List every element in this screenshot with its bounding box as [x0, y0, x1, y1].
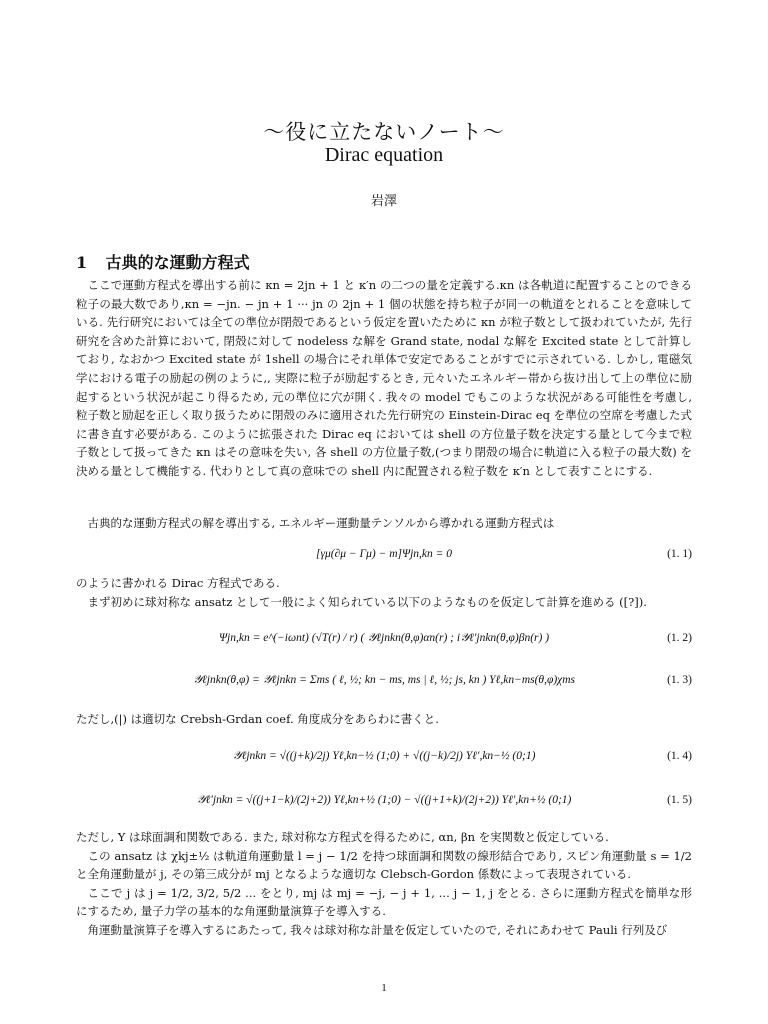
equation-label: (1. 3)	[667, 674, 692, 686]
paper-title: 〜役に立たないノート〜	[263, 120, 505, 144]
section-heading	[76, 250, 250, 273]
paragraph-equation-lead: 古典的な運動方程式の解を導出する, エネルギー運動量テンソルから導かれる運動方程式は	[87, 516, 555, 530]
paragraph-intro: ここで運動方程式を導出する前に κn = 2jn + 1 と κ′n の二つの量を定義する.κn は各軌道に配置することのできる粒子の最大数であり,κn = −jn. − jn + 1 ··· jn の 2jn + 1 個の状態を持ち粒子が同一の軌道をとれることを意味している. 先行研究においては全ての準位が閉殻であるという仮定を置いたために κn が粒子数として扱われていたが, 先行研究を含めた計算において, 閉殻に対して nodeless な解を Grand state, nodal な解を Excited state として計算しており, なおかつ Excited state が 1shell の場合にそれ単体で安定であることがすでに示されている. しかし, 電磁気学における電子の励起の例のように,, 実際に粒子が励起するとき, 元々いたエネルギー帯から抜け出して上の準位に励起するという状況が起こり得るため, 元の準位に穴が開く. 我々の model でもこのような状況がある可能性を考慮し, 粒子数と励起を正しく取り扱うために閉殻のみに適用された先行研究の Einstein-Dirac eq を準位の空席を考慮した式に書き直す必要がある. このように拡張された Dirac eq においては shell の方位量子数を決定する量として今まで粒子数として扱ってきた κn はその意味を失い, 各 shell の方位量子数,(つまり閉殻の場合に軌道に入る粒子の最大数) を決める量として機能する. 代わりとして真の意味での shell 内に配置される粒子数を κ′n として表すことにする.	[76, 278, 692, 478]
equation-1-5	[76, 794, 692, 818]
equation-label: (1. 4)	[667, 750, 692, 762]
equation-1-4	[76, 750, 692, 774]
equation-label: (1. 5)	[667, 794, 692, 806]
paragraph-harmonics	[76, 828, 692, 940]
equation-body: 𝒴ℓjnkn = √((j+k)/2j) Yℓ,kn−½ (1;0) + √((j−k)/2j) Yℓ′,kn−½ (0;1)	[232, 750, 536, 762]
paper-subtitle: Dirac equation	[324, 144, 444, 166]
equation-label: (1. 2)	[667, 632, 692, 644]
paragraph-ansatz	[76, 574, 692, 611]
equation-1-1	[76, 548, 692, 572]
equation-body: Ψjn,kn = e^(−iωnt) (√T(r) / r) ( 𝒴ℓjnkn(θ,φ)αn(r) ; i𝒴ℓ′jnkn(θ,φ)βn(r) )	[218, 632, 550, 644]
section-title: 古典的な運動方程式	[105, 253, 250, 272]
paragraph-ansatz-line-1: のように書かれる Dirac 方程式である.	[76, 576, 280, 590]
paragraph-harmonics-line-4: 角運動量演算子を導入するにあたって, 我々は球対称な計量を仮定していたので, それにあわせて Pauli 行列及び	[87, 922, 668, 937]
equation-1-3	[76, 674, 692, 698]
paragraph-ansatz-line-2: まず初めに球対称な ansatz として一般によく知られている以下のようなものを仮定して計算を進める ([?]).	[87, 594, 647, 609]
equation-label: (1. 1)	[667, 548, 692, 560]
equation-body: [γμ(∂μ − Γμ) − m]Ψjn,kn = 0	[315, 548, 453, 560]
paragraph-harmonics-line-3: ここで j は j = 1/2, 3/2, 5/2 ... をとり, mj は mj = −j, − j + 1, ... j − 1, j をとる. さらに運動方程式を簡単な形にするため, 量子力学の基本的な角運動量演算子を導入する.	[76, 885, 692, 919]
paragraph-harmonics-line-2: この ansatz は χkj±½ は軌道角運動量 l = j − 1/2 を持つ球面調和関数の線形結合であり, スピン角運動量 s = 1/2 と全角運動量が j, その第三成分が mj となるような適切な Clebsch-Gordon 係数によって表現されている.	[76, 848, 692, 882]
page-number: 1	[381, 982, 387, 994]
paragraph-angular: ただし,(|) は適切な Crebsh-Grdan coef. 角度成分をあらわに書くと.	[76, 712, 439, 726]
equation-1-2	[76, 632, 692, 656]
paragraph-harmonics-line-1: ただし, Y は球面調和関数である. また, 球対称な方程式を得るために, αn, βn を実関数と仮定している.	[76, 830, 609, 844]
section-number: 1	[76, 253, 88, 272]
equation-body: 𝒴ℓjnkn(θ,φ) = 𝒴ℓjnkn = Σms ( ℓ, ½; kn − ms, ms | ℓ, ½; js, kn ) Yℓ,kn−ms(θ,φ)χms	[193, 674, 575, 686]
paper-author: 岩澤	[370, 194, 397, 209]
equation-body: 𝒴ℓ′jnkn = √((j+1−k)/(2j+2)) Yℓ,kn+½ (1;0) − √((j+1+k)/(2j+2)) Yℓ′,kn+½ (0;1)	[196, 794, 572, 806]
